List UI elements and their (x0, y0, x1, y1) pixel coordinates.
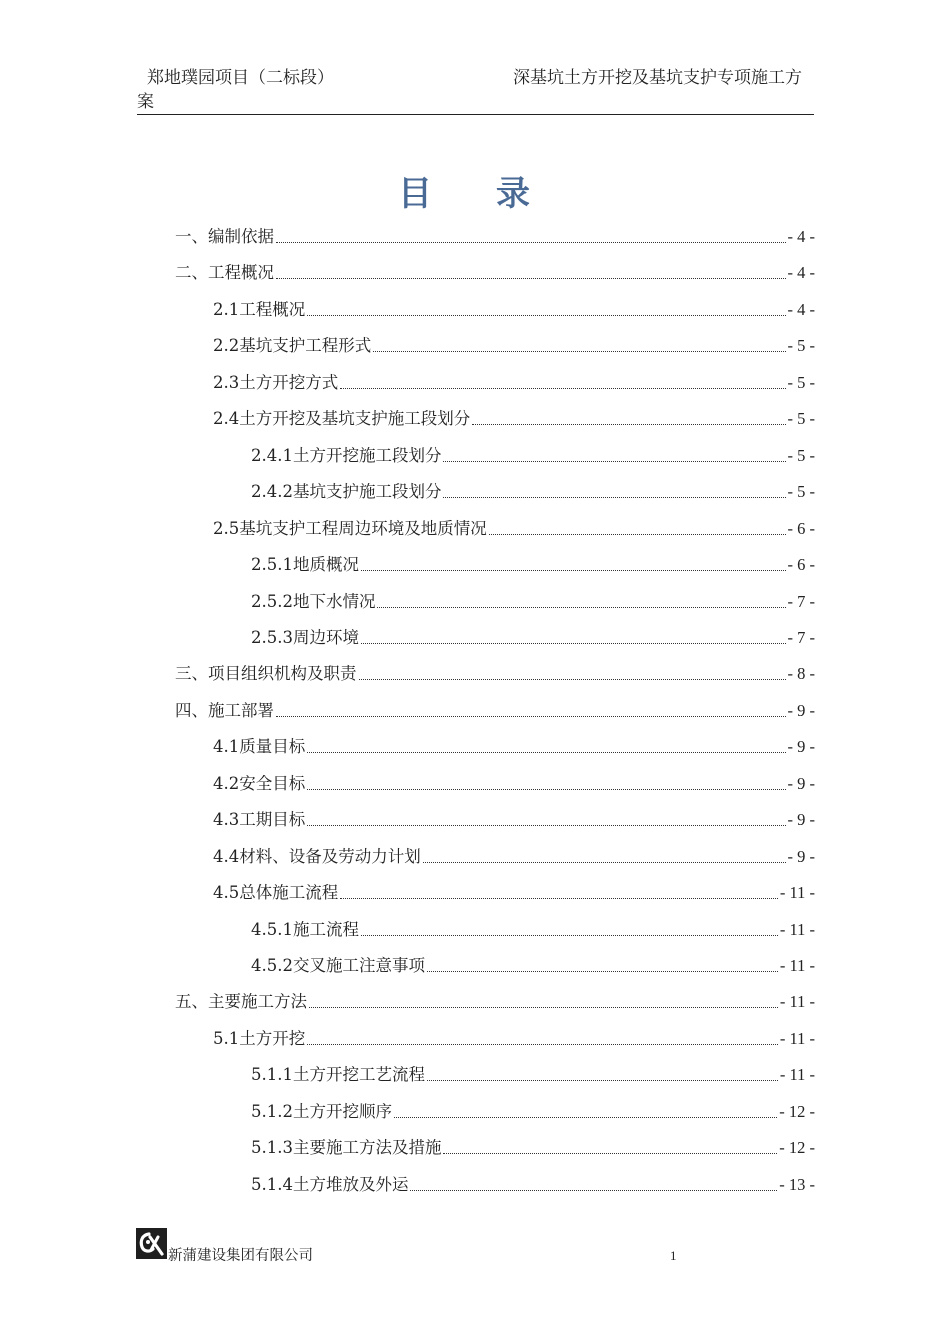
toc-entry[interactable] (175, 254, 815, 284)
toc-leader-dots (373, 351, 785, 352)
toc-leader-dots (489, 534, 786, 535)
toc-leader-dots (394, 1117, 777, 1118)
toc-entry[interactable] (213, 291, 815, 321)
toc-entry-page: - 11 - (779, 992, 815, 1012)
toc-entry-page: - 5 - (787, 482, 815, 502)
toc-entry-page: - 7 - (787, 627, 815, 647)
toc-entry[interactable] (251, 437, 815, 467)
toc-entry-page: - 11 - (779, 1065, 815, 1085)
toc-leader-dots (377, 607, 785, 608)
toc-entry[interactable] (213, 364, 815, 394)
toc-leader-dots (410, 1190, 777, 1191)
toc-entry-page: - 5 - (787, 445, 815, 465)
toc-entry[interactable] (175, 983, 815, 1013)
toc-entry-page: - 9 - (787, 846, 815, 866)
toc-entry[interactable] (213, 1020, 815, 1050)
toc-leader-dots (307, 825, 785, 826)
toc-entry-page: - 11 - (779, 919, 815, 939)
toc-entry[interactable] (251, 619, 815, 649)
toc-entry[interactable] (251, 1093, 815, 1123)
toc-entry[interactable] (175, 692, 815, 722)
toc-entry-label: 2.4土方开挖及基坑支护施工段划分 (213, 409, 471, 429)
toc-leader-dots (427, 1080, 778, 1081)
toc-entry-label: 二、工程概况 (175, 263, 274, 283)
toc-entry-label: 2.5基坑支护工程周边环境及地质情况 (213, 518, 487, 538)
toc-entry-page: - 4 - (787, 263, 815, 283)
toc-leader-dots (309, 1007, 778, 1008)
toc-entry[interactable] (251, 947, 815, 977)
toc-entry-page: - 5 - (787, 372, 815, 392)
toc-leader-dots (340, 898, 778, 899)
toc-leader-dots (427, 971, 778, 972)
toc-entry[interactable] (213, 400, 815, 430)
toc-entry-page: - 5 - (787, 409, 815, 429)
toc-leader-dots (472, 424, 785, 425)
toc-entry-label: 5.1.3主要施工方法及措施 (251, 1138, 442, 1158)
toc-entry-label: 5.1.4土方堆放及外运 (251, 1174, 409, 1194)
toc-entry-label: 2.2基坑支护工程形式 (213, 336, 372, 356)
toc-entry-page: - 4 - (787, 227, 815, 246)
header-document-title: 深基坑土方开挖及基坑支护专项施工方 (513, 68, 802, 88)
toc-entry-label: 2.5.2地下水情况 (251, 591, 376, 611)
toc-entry-page: - 13 - (779, 1174, 815, 1194)
toc-entry-page: - 11 - (779, 883, 815, 903)
toc-leader-dots (361, 570, 786, 571)
toc-entry-label: 2.4.1土方开挖施工段划分 (251, 445, 442, 465)
toc-entry-label: 5.1.1土方开挖工艺流程 (251, 1065, 425, 1085)
toc-entry-page: - 11 - (779, 956, 815, 975)
toc-entry-label: 2.4.2基坑支护施工段划分 (251, 482, 442, 502)
toc-leader-dots (423, 862, 786, 863)
toc-entry[interactable] (175, 218, 815, 248)
toc-entry-label: 4.2安全目标 (213, 773, 306, 793)
header-document-title-wrap: 案 (137, 92, 154, 112)
toc-leader-dots (307, 315, 785, 316)
toc-entry-page: - 6 - (787, 555, 815, 575)
toc-leader-dots (340, 388, 785, 389)
toc-entry-label: 4.3工期目标 (213, 810, 306, 830)
toc-leader-dots (307, 752, 785, 753)
toc-entry-page: - 8 - (787, 664, 815, 684)
toc-entry-label: 4.5.2交叉施工注意事项 (251, 956, 425, 975)
toc-leader-dots (359, 679, 786, 680)
toc-entry[interactable] (251, 473, 815, 503)
toc-leader-dots (276, 278, 786, 279)
footer-company-name: 新蒲建设集团有限公司 (168, 1248, 313, 1264)
toc-entry-page: - 7 - (787, 591, 815, 611)
toc-leader-dots (276, 242, 786, 243)
toc-leader-dots (443, 1153, 777, 1154)
toc-entry-page: - 6 - (787, 518, 815, 538)
toc-leader-dots (307, 1044, 778, 1045)
toc-entry[interactable] (251, 911, 815, 941)
toc-entry-label: 2.3土方开挖方式 (213, 372, 339, 392)
toc-entry-page: - 9 - (787, 700, 815, 720)
toc-entry[interactable] (251, 546, 815, 576)
footer-page-number: 1 (670, 1248, 677, 1263)
toc-entry[interactable] (213, 765, 815, 795)
company-logo-icon (136, 1228, 167, 1259)
toc-leader-dots (443, 461, 785, 462)
toc-entry-label: 一、编制依据 (175, 227, 274, 246)
page-header (137, 66, 814, 115)
toc-leader-dots (276, 716, 786, 717)
toc-entry-label: 4.5总体施工流程 (213, 883, 339, 903)
toc-leader-dots (361, 935, 778, 936)
toc-entry-page: - 12 - (779, 1138, 815, 1158)
toc-entry[interactable] (251, 1129, 815, 1159)
toc-entry-label: 4.5.1施工流程 (251, 919, 359, 939)
toc-entry-label: 三、项目组织机构及职责 (175, 664, 357, 684)
toc-entry[interactable] (213, 728, 815, 758)
toc-entry-page: - 5 - (787, 336, 815, 356)
toc-title: 目录 (398, 174, 594, 214)
toc-entry-page: - 9 - (787, 737, 815, 757)
header-project-name: 郑地璞园项目（二标段） (147, 68, 334, 88)
page-footer (136, 1228, 816, 1268)
toc-entry-label: 2.5.1地质概况 (251, 555, 359, 575)
toc-entry-page: - 11 - (779, 1028, 815, 1048)
toc-leader-dots (443, 497, 785, 498)
toc-entry-label: 4.1质量目标 (213, 737, 306, 757)
toc-entry[interactable] (213, 327, 815, 357)
toc-entry-page: - 9 - (787, 773, 815, 793)
toc-leader-dots (361, 643, 786, 644)
toc-entry-page: - 9 - (787, 810, 815, 830)
toc-entry[interactable] (175, 655, 815, 685)
toc-entry[interactable] (213, 801, 815, 831)
toc-entry-label: 五、主要施工方法 (175, 992, 307, 1012)
toc-entry[interactable] (213, 874, 815, 904)
toc-entry-label: 2.5.3周边环境 (251, 627, 359, 647)
toc-entry-page: - 12 - (779, 1101, 815, 1121)
toc-entry-label: 4.4材料、设备及劳动力计划 (213, 846, 421, 866)
toc-entry-page: - 4 - (787, 299, 815, 319)
toc-entry[interactable] (213, 510, 815, 540)
toc-leader-dots (307, 789, 785, 790)
toc-entry-label: 2.1工程概况 (213, 299, 306, 319)
toc-entry[interactable] (251, 583, 815, 613)
toc-entry[interactable] (251, 1166, 815, 1196)
toc-entry-label: 四、施工部署 (175, 700, 274, 720)
toc-entry-label: 5.1.2土方开挖顺序 (251, 1101, 392, 1121)
toc-entry[interactable] (251, 1056, 815, 1086)
toc-entry[interactable] (213, 838, 815, 868)
toc-entry-label: 5.1土方开挖 (213, 1028, 306, 1048)
